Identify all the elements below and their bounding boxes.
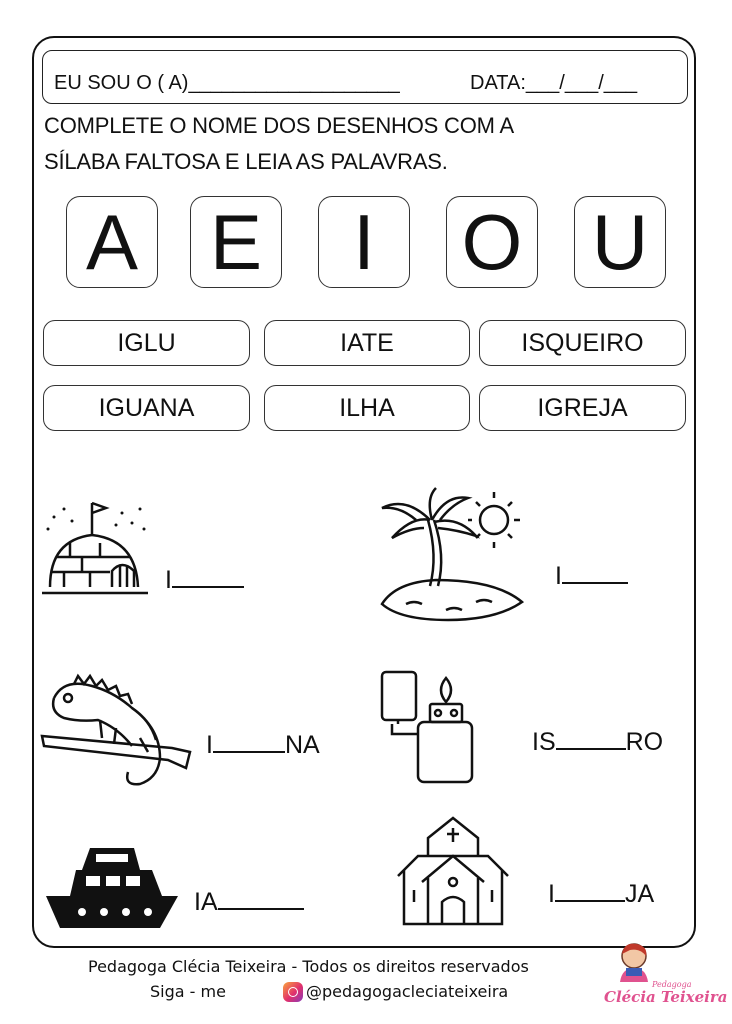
- exercise-lighter: [532, 728, 663, 757]
- island-icon: [376, 486, 526, 626]
- igloo-icon: [40, 495, 152, 600]
- yacht-icon: [42, 840, 182, 932]
- exercise-prefix: I: [555, 562, 562, 590]
- exercise-yacht: [194, 888, 304, 917]
- logo-name-text: Clécia Teixeira: [604, 988, 728, 1006]
- exercise-suffix: NA: [284, 731, 320, 759]
- vowel-card-u: U: [574, 196, 666, 288]
- word-bank-item: IGLU: [43, 320, 250, 366]
- lighter-icon: [378, 668, 478, 786]
- iguana-icon: [40, 668, 196, 788]
- vowel-card-o: O: [446, 196, 538, 288]
- word-bank-item: IATE: [264, 320, 470, 366]
- instagram-icon: [283, 982, 303, 1002]
- student-name-label: EU SOU O ( A)___________________: [54, 72, 400, 94]
- word-bank-item: IGREJA: [479, 385, 686, 431]
- exercise-suffix: RO: [625, 728, 664, 756]
- vowel-card-a: A: [66, 196, 158, 288]
- logo-small-text: Pedagoga: [652, 980, 692, 989]
- vowel-card-e: E: [190, 196, 282, 288]
- exercise-prefix: I: [206, 731, 213, 759]
- exercise-island: [555, 562, 628, 591]
- church-icon: [394, 812, 512, 928]
- word-bank-item: ILHA: [264, 385, 470, 431]
- exercise-prefix: IS: [532, 728, 556, 756]
- date-label: DATA:___/___/___: [470, 72, 638, 94]
- exercise-igloo: [165, 566, 244, 595]
- exercise-suffix: JA: [624, 880, 655, 908]
- exercise-prefix: I: [548, 880, 555, 908]
- word-bank-item: IGUANA: [43, 385, 250, 431]
- exercise-prefix: I: [165, 566, 172, 594]
- exercise-prefix: IA: [194, 888, 218, 916]
- footer-follow: Siga - me: [150, 982, 226, 1001]
- instagram-handle[interactable]: @pedagogacleciateixeira: [306, 982, 509, 1001]
- vowel-card-i: I: [318, 196, 410, 288]
- instruction-line-1: COMPLETE O NOME DOS DESENHOS COM A: [44, 113, 514, 138]
- exercise-iguana: [206, 731, 320, 760]
- footer-credit: Pedagoga Clécia Teixeira - Todos os direitos reservados: [88, 957, 529, 976]
- instruction-line-2: SÍLABA FALTOSA E LEIA AS PALAVRAS.: [44, 149, 448, 174]
- exercise-church: [548, 880, 654, 909]
- word-bank-item: ISQUEIRO: [479, 320, 686, 366]
